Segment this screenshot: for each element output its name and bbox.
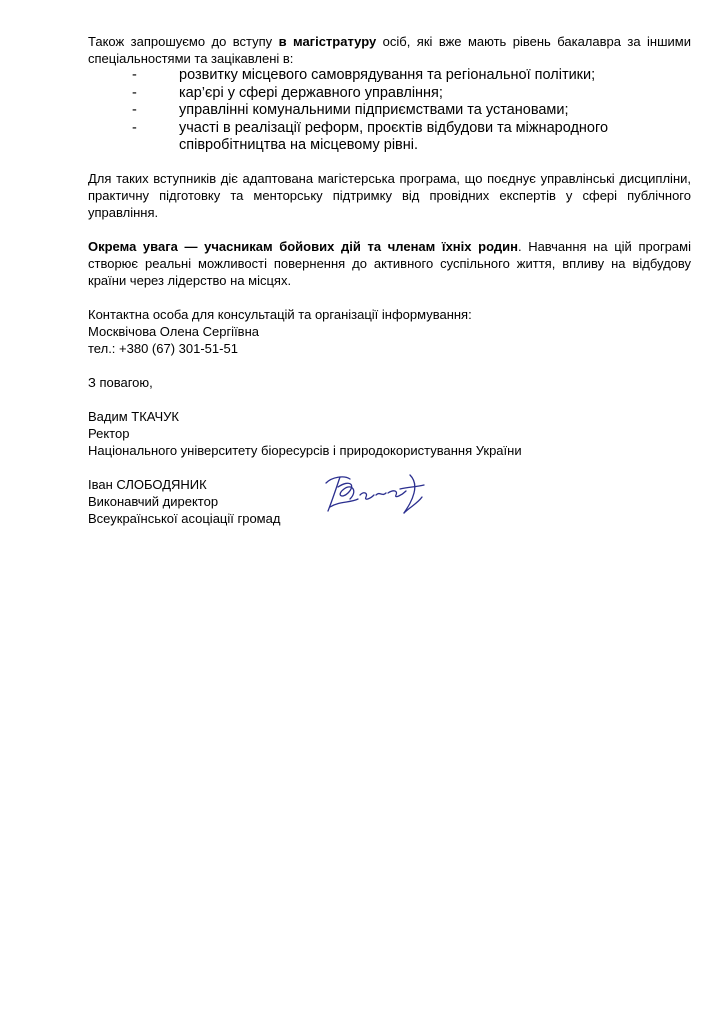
signatory-organization: Національного університету біоресурсів і природокористування України (88, 442, 522, 458)
contact-block (88, 306, 691, 357)
list-item (88, 85, 691, 103)
list-item-text: участі в реалізації реформ, проєктів відбудови та міжнародного співробітництва на місцевому рівні. (179, 119, 609, 153)
intro-text-end: осіб, які вже мають рівень бакалавра за іншими спеціальностями та зацікавлені в: (88, 34, 692, 66)
signatory-name: Іван СЛОБОДЯНИК (88, 476, 207, 492)
list-item (88, 120, 691, 155)
contact-phone: тел.: +380 (67) 301-51-51 (88, 340, 238, 356)
veterans-bold-text: Окрема увага — учасникам бойових дій та членам їхніх родин (88, 238, 518, 254)
veterans-paragraph (88, 238, 691, 289)
signatory-name: Вадим ТКАЧУК (88, 408, 179, 424)
signatory-position: Виконавчий директор (88, 493, 219, 509)
list-dash: - (132, 67, 137, 83)
intro-text-start: Також запрошуємо до вступу (88, 34, 279, 49)
signatory-block-2 (88, 476, 691, 527)
letter-page (88, 33, 691, 527)
veterans-text: . Навчання на цій програмі створює реальні можливості повернення до активного суспільного життя, впливу на відбудову країни через лідерство на місцях. (88, 238, 691, 288)
contact-label: Контактна особа для консультацій та організації інформування: (88, 306, 472, 322)
program-paragraph: Для таких вступників діє адаптована магістерська програма, що поєднує управлінські дисципліни, практичну підготовку та менторську підтримку від провідних експертів у сфері публічного управління. (88, 170, 691, 220)
list-dash: - (132, 102, 137, 118)
contact-name: Москвічова Олена Сергіївна (88, 323, 259, 339)
closing-phrase: З повагою, (88, 374, 153, 390)
list-item-text: управлінні комунальними підприємствами та установами; (179, 102, 569, 118)
list-item-text: кар’єрі у сфері державного управління; (179, 84, 443, 101)
signatory-position: Ректор (88, 425, 130, 441)
list-item-text: розвитку місцевого самоврядування та регіональної політики; (179, 67, 596, 83)
intro-paragraph (88, 33, 691, 67)
intro-bold-masters: в магістратуру (278, 34, 377, 49)
list-dash: - (132, 119, 137, 136)
signatory-organization: Всеукраїнської асоціації громад (88, 510, 281, 526)
list-item (88, 102, 691, 120)
handwritten-signature (320, 467, 430, 525)
list-item (88, 67, 691, 85)
list-dash: - (132, 84, 137, 101)
interest-list (88, 67, 691, 155)
signatory-block-1 (88, 408, 691, 459)
